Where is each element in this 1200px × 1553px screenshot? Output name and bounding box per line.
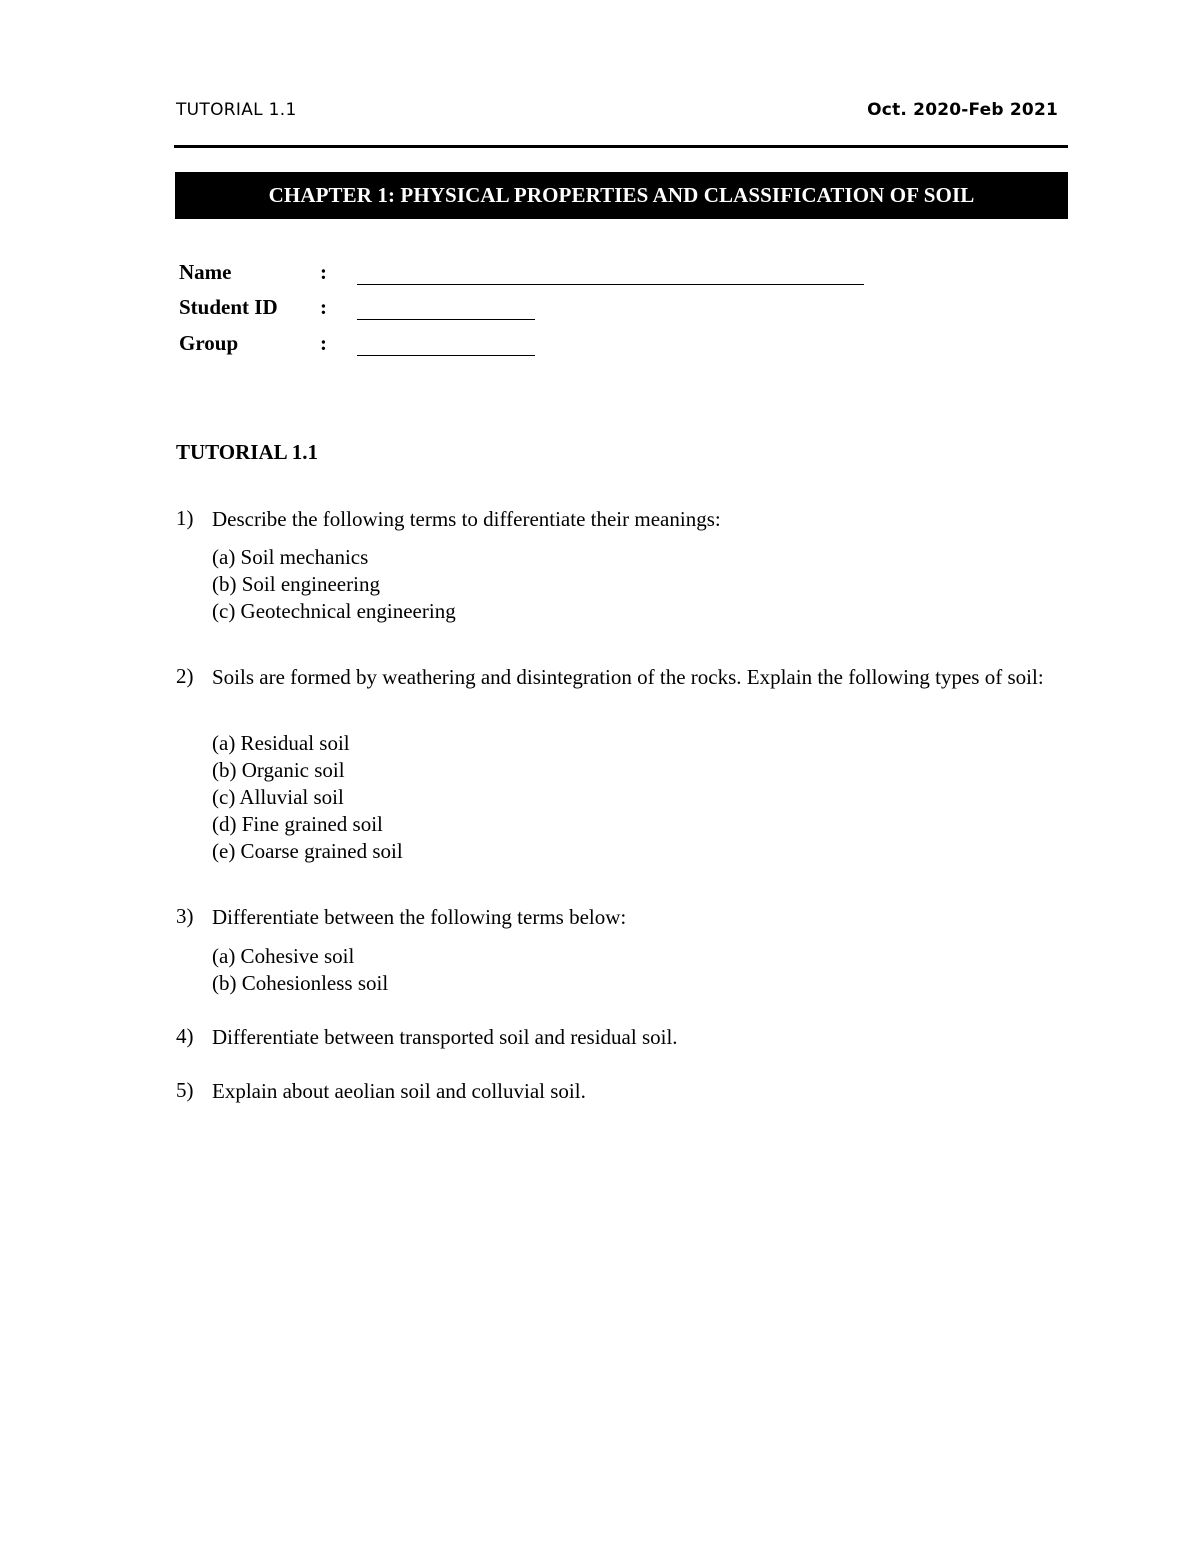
question-3-items xyxy=(212,943,388,997)
question-2 xyxy=(176,664,1063,720)
student-id-field-label: Student ID xyxy=(179,295,278,319)
question-text: Differentiate between the following terms below: xyxy=(212,905,627,929)
group-field-colon: : xyxy=(320,331,327,355)
question-text: Differentiate between transported soil and residual soil. xyxy=(212,1025,678,1049)
list-item: (e) Coarse grained soil xyxy=(212,839,403,863)
question-number: 1) xyxy=(176,506,194,530)
list-item: (a) Soil mechanics xyxy=(212,545,369,569)
list-item: (d) Fine grained soil xyxy=(212,812,383,836)
chapter-title: CHAPTER 1: PHYSICAL PROPERTIES AND CLASSIFICATION OF SOIL xyxy=(268,183,975,207)
student-id-field-colon: : xyxy=(320,295,327,319)
question-text: Soils are formed by weathering and disintegration of the rocks. Explain the following types of soil: xyxy=(212,665,1044,689)
question-number: 4) xyxy=(176,1024,194,1048)
group-field-blank[interactable] xyxy=(357,355,535,356)
header-left-text: TUTORIAL 1.1 xyxy=(176,100,297,120)
name-field-colon: : xyxy=(320,260,327,284)
chapter-title-bar xyxy=(175,172,1068,219)
header-date-range: Oct. 2020-Feb 2021 xyxy=(867,100,1058,120)
question-text: Describe the following terms to differentiate their meanings: xyxy=(212,507,721,531)
group-field-label: Group xyxy=(179,331,239,355)
question-number: 5) xyxy=(176,1078,194,1102)
section-title: TUTORIAL 1.1 xyxy=(176,440,318,464)
list-item: (c) Geotechnical engineering xyxy=(212,599,456,623)
list-item: (c) Alluvial soil xyxy=(212,785,344,809)
list-item: (b) Organic soil xyxy=(212,758,345,782)
question-1-items xyxy=(212,544,456,625)
question-2-items xyxy=(212,730,403,865)
list-item: (a) Residual soil xyxy=(212,731,350,755)
list-item: (a) Cohesive soil xyxy=(212,944,355,968)
student-id-field-blank[interactable] xyxy=(357,319,535,320)
question-number: 3) xyxy=(176,904,194,928)
question-text: Explain about aeolian soil and colluvial soil. xyxy=(212,1079,586,1103)
header-divider xyxy=(174,145,1068,148)
name-field-blank[interactable] xyxy=(357,284,864,285)
question-number: 2) xyxy=(176,664,194,688)
name-field-label: Name xyxy=(179,260,232,284)
list-item: (b) Soil engineering xyxy=(212,572,380,596)
list-item: (b) Cohesionless soil xyxy=(212,971,389,995)
